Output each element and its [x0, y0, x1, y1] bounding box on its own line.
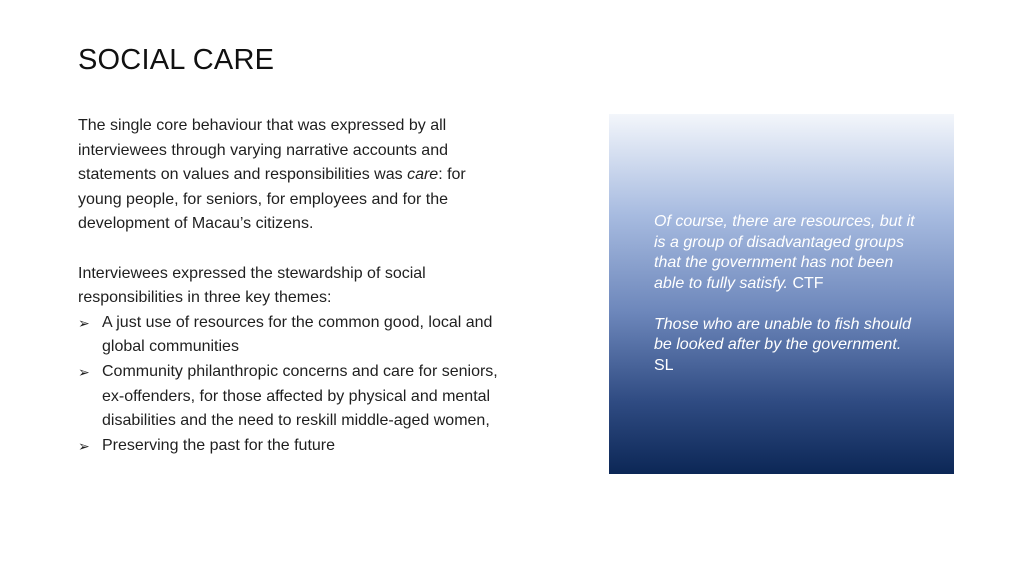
- themes-intro-paragraph: Interviewees expressed the stewardship of social responsibilities in three key themes:: [78, 264, 426, 307]
- intro-paragraph: [78, 114, 498, 237]
- intro-text-end: : for young people, for seniors, for employees and for the development of Macau’s citizens.: [78, 166, 466, 233]
- quote-text-block: [654, 212, 924, 376]
- list-item: [78, 360, 498, 434]
- quote-panel: [609, 114, 954, 474]
- list-item-text: Community philanthropic concerns and care for seniors, ex-offenders, for those affected by physical and mental disabilities and the need to reskill middle-aged women,: [102, 362, 498, 430]
- quote-ctf: [654, 212, 924, 294]
- arrow-bullet-icon: ➢: [78, 437, 90, 454]
- paragraph-gap: [78, 237, 498, 262]
- list-item-text: Preserving the past for the future: [102, 436, 336, 454]
- themes-list: [78, 311, 498, 459]
- body-text: [78, 114, 498, 458]
- list-item: [78, 311, 498, 360]
- quote-text: Those who are unable to fish should be looked after by the government.: [654, 315, 912, 353]
- quote-gap: [654, 294, 924, 315]
- care-emphasis: care: [407, 166, 439, 184]
- list-item-text: A just use of resources for the common good, local and global communities: [102, 313, 493, 356]
- list-item: [78, 434, 498, 459]
- arrow-bullet-icon: ➢: [78, 314, 90, 331]
- quote-sl: [654, 315, 924, 377]
- arrow-bullet-icon: ➢: [78, 363, 90, 380]
- intro-text-start: The single core behaviour that was expressed by all interviewees through varying narrative accounts and statements on values and responsibilities was: [78, 117, 448, 184]
- quote-text: Of course, there are resources, but it is a group of disadvantaged groups that the government has not been able to fully satisfy.: [654, 213, 915, 292]
- quote-source: CTF: [792, 274, 824, 292]
- slide-title: SOCIAL CARE: [78, 44, 275, 76]
- quote-source: SL: [654, 356, 674, 374]
